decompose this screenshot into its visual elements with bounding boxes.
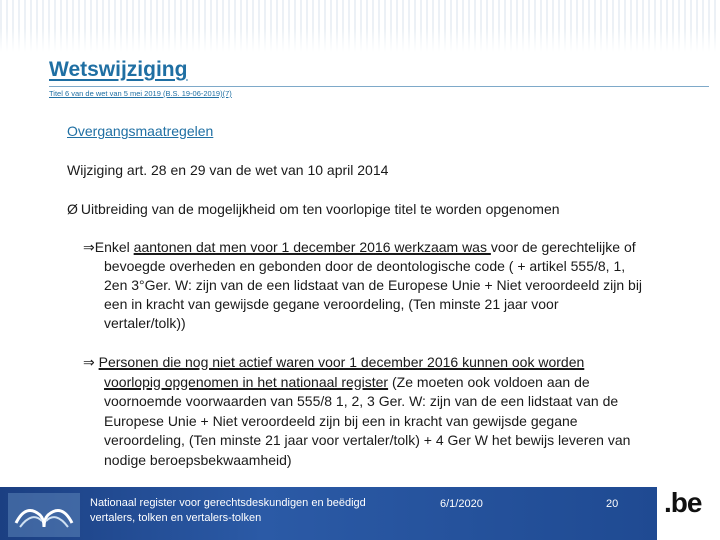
- sub-item-2-underlined: Personen die nog niet actief waren voor 1 december 2016 kunnen ook worden voorlopig opgenomen in het nationaal register: [98, 354, 585, 390]
- footer-date: 6/1/2020: [440, 498, 483, 510]
- header-pattern: [0, 0, 720, 52]
- section-heading: Overgangsmaatregelen: [67, 123, 214, 139]
- implies-arrow-icon: ⇒: [83, 239, 95, 255]
- footer-text-line2: vertalers, tolken en vertalers-tolken: [90, 512, 262, 524]
- sub-item-2: [83, 353, 643, 470]
- sub-item-1-lead: Enkel: [94, 239, 134, 255]
- sub-item-1: [83, 238, 643, 333]
- implies-arrow-icon: ⇒: [83, 354, 99, 370]
- title-divider: [49, 86, 709, 87]
- intro-paragraph: Wijziging art. 28 en 29 van de wet van 10 april 2014: [67, 162, 389, 178]
- be-brand-logo: .be: [664, 487, 702, 518]
- slide-number: 20: [606, 498, 619, 510]
- sub-item-1-rest: voor de gerechtelijke of bevoegde overheden en gebonden door de deontologische code ( + artikel 555/8, 1, 2en 3°Ger. W: zijn van de een lidstaat van de Europese Unie + Niet veroordeeld zijn bij een in kracht van gewijsde gegane veroordeling, (Ten minste 21 jaar voor vertaler/tolk)): [104, 239, 643, 331]
- slide-title: Wetswijziging: [49, 58, 188, 81]
- bullet-item: [67, 201, 560, 217]
- justice-logo-icon: [8, 493, 80, 537]
- sub-item-2-rest: (Ze moeten ook voldoen aan de voornoemde voorwaarden van 555/8 1, 2, 3 Ger. W: zijn van de een lidstaat van de Europese Unie + Niet veroordeeld zijn bij een in kracht van gewijsde gegane veroordeling, (Ten minste 21 jaar voor vertaler/tolk) + 4 Ger W het bewijs leveren van nodige beroepsbekwaamheid): [104, 373, 631, 468]
- bullet-text: Uitbreiding van de mogelijkheid om ten voorlopige titel te worden opgenomen: [80, 201, 560, 217]
- arrow-bullet-icon: Ø: [67, 201, 78, 217]
- sub-item-1-underlined: aantonen dat men voor 1 december 2016 werkzaam was: [133, 239, 491, 255]
- slide-subtitle-link[interactable]: Titel 6 van de wet van 5 mei 2019 (B.S. 19-06-2019)(7): [49, 89, 232, 98]
- footer-organisation: [90, 496, 410, 526]
- footer: [0, 487, 720, 540]
- footer-band: [0, 487, 657, 540]
- footer-text-line1: Nationaal register voor gerechtsdeskundigen en beëdigd: [90, 497, 366, 509]
